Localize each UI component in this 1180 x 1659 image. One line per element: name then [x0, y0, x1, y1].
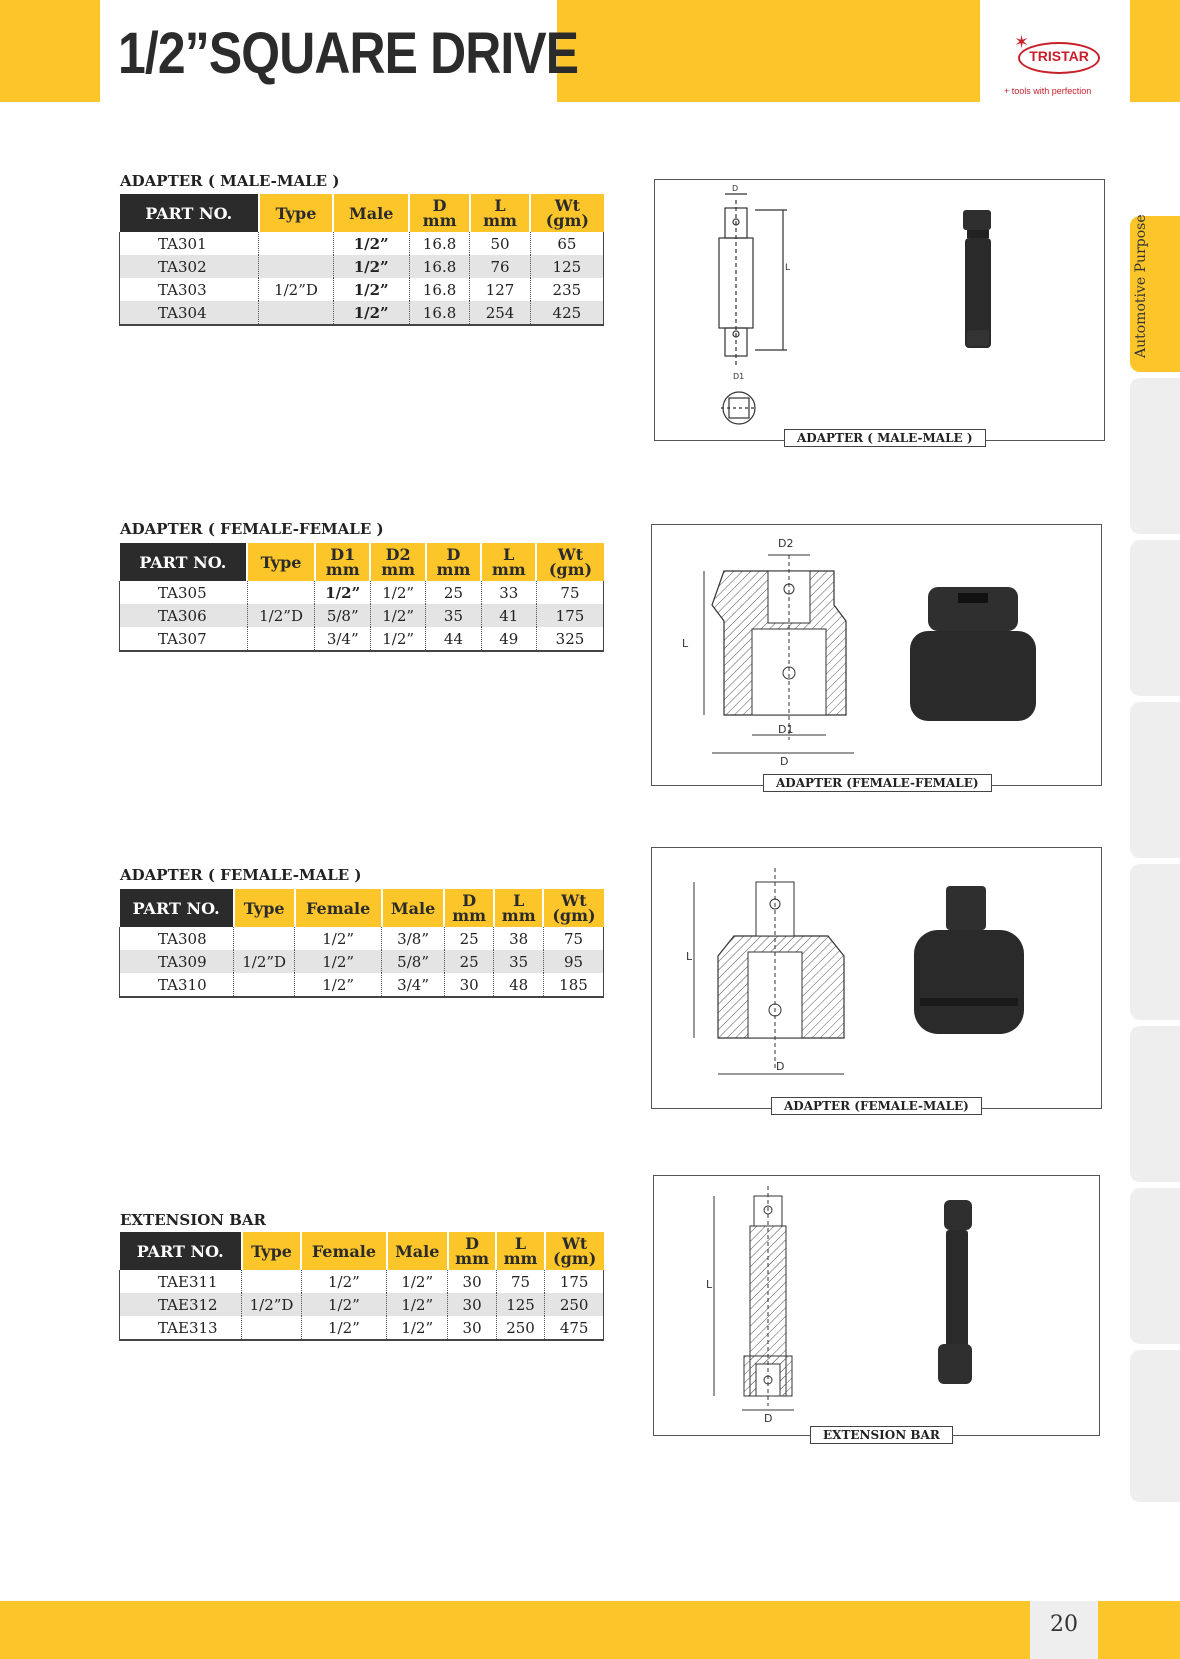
table-cell: 5/8” [315, 604, 371, 627]
table-row [120, 950, 604, 973]
table-cell [259, 232, 333, 255]
section-title-female-male: ADAPTER ( FEMALE-MALE ) [120, 866, 362, 884]
dim-label: D1 [733, 372, 745, 381]
table-cell: 25 [444, 950, 494, 973]
column-header: D1 mm [315, 543, 371, 581]
column-header: L mm [496, 1232, 544, 1270]
column-header: Male [387, 1232, 448, 1270]
table-cell: TA310 [158, 975, 207, 994]
table-cell: 1/2” [387, 1293, 448, 1316]
table-cell: TA303 [158, 280, 207, 299]
table-cell: 75 [543, 927, 603, 950]
table-row [120, 278, 604, 301]
column-header: PART NO. [120, 194, 259, 232]
column-header: Wt (gm) [530, 194, 603, 232]
column-header: Wt (gm) [536, 543, 603, 581]
side-tab-label: Automotive Purpose [1133, 214, 1149, 358]
table-cell: 1/2” [315, 581, 371, 604]
column-header: Wt (gm) [543, 889, 603, 927]
table-cell: 33 [481, 581, 536, 604]
header-bar-mid [557, 0, 980, 102]
table-cell: 38 [494, 927, 544, 950]
column-header: Type [234, 889, 295, 927]
table-row [120, 581, 604, 604]
table-cell: 76 [470, 255, 530, 278]
dim-label: D2 [778, 537, 794, 550]
column-header: Female [301, 1232, 386, 1270]
table-cell: 125 [496, 1293, 544, 1316]
column-header: PART NO. [120, 1232, 242, 1270]
column-header: Male [333, 194, 409, 232]
column-header: D mm [409, 194, 469, 232]
table-cell [234, 927, 295, 950]
page-number: 20 [1050, 1612, 1078, 1637]
table-cell: 30 [448, 1293, 496, 1316]
spec-table-male-male [119, 194, 604, 326]
table-cell: 3/8” [382, 927, 445, 950]
side-tab[interactable] [1130, 702, 1180, 858]
table-cell: TA304 [120, 301, 259, 325]
table-cell: 3/4” [382, 973, 445, 997]
image-box-female-female [651, 524, 1102, 786]
tristar-logo [1000, 28, 1110, 100]
side-tab[interactable] [1130, 540, 1180, 696]
header-bar-left [0, 0, 100, 102]
image-box-male-male [654, 179, 1105, 441]
spec-table-extension-bar [119, 1232, 604, 1341]
table-cell: 1/2” [387, 1316, 448, 1340]
table-cell: 1/2” [333, 255, 409, 278]
table-cell: 25 [444, 927, 494, 950]
column-header: L mm [494, 889, 544, 927]
table-cell: 425 [530, 301, 603, 325]
table-cell: TA301 [158, 234, 207, 253]
table-row [120, 1316, 604, 1340]
table-row [120, 1270, 604, 1293]
table-row [120, 232, 604, 255]
product-photo-female-male [914, 886, 1024, 1034]
column-header: D2 mm [370, 543, 425, 581]
table-cell: 30 [448, 1270, 496, 1293]
dim-label: D [732, 184, 739, 193]
table-cell: TA305 [158, 583, 207, 602]
table-cell: TAE313 [158, 1318, 218, 1337]
section-title-extension-bar: EXTENSION BAR [120, 1211, 267, 1229]
diagram-female-male [652, 848, 1101, 1108]
table-cell: TA307 [158, 629, 207, 648]
table-cell: 25 [426, 581, 481, 604]
dim-label: D [780, 755, 789, 768]
table-cell: 185 [543, 973, 603, 997]
table-cell: 1/2” [295, 927, 382, 950]
dim-label: D [764, 1412, 773, 1425]
table-cell: 16.8 [409, 278, 469, 301]
section-title-male-male: ADAPTER ( MALE-MALE ) [120, 172, 340, 190]
column-header: PART NO. [120, 889, 234, 927]
logo-name: TRISTAR [1029, 48, 1089, 64]
table-cell: TA306 [120, 604, 248, 627]
product-photo-extension-bar [938, 1200, 972, 1384]
table-row [120, 927, 604, 950]
table-cell: 48 [494, 973, 544, 997]
column-header: Wt (gm) [545, 1232, 604, 1270]
table-cell: 235 [530, 278, 603, 301]
table-cell [259, 301, 333, 325]
table-cell: TAE311 [158, 1272, 218, 1291]
column-header: Type [247, 543, 315, 581]
column-header: Type [259, 194, 333, 232]
caption-female-female: ADAPTER (FEMALE-FEMALE) [763, 774, 992, 792]
footer-bar [0, 1601, 1180, 1659]
image-box-extension-bar [653, 1175, 1100, 1436]
table-cell: TA308 [158, 929, 207, 948]
table-cell: 75 [536, 581, 603, 604]
table-cell: 1/2” [370, 627, 425, 651]
table-cell: 1/2” [295, 973, 382, 997]
dim-label: D [776, 1060, 785, 1073]
side-tab[interactable] [1130, 864, 1180, 1020]
diagram-female-female [652, 525, 1101, 785]
table-cell: 325 [536, 627, 603, 651]
table-cell: 95 [543, 950, 603, 973]
header-bar-right [1130, 0, 1180, 102]
caption-extension-bar: EXTENSION BAR [810, 1426, 953, 1444]
side-tab[interactable] [1130, 1188, 1180, 1344]
table-cell: 65 [530, 232, 603, 255]
table-cell: TA309 [120, 950, 234, 973]
table-row [120, 301, 604, 325]
table-cell: 1/2” [301, 1270, 386, 1293]
side-tab[interactable] [1130, 1350, 1180, 1502]
table-cell: 35 [494, 950, 544, 973]
table-cell: 41 [481, 604, 536, 627]
dim-label: D1 [778, 723, 794, 736]
table-cell [242, 1270, 301, 1293]
table-cell: 1/2”D [234, 950, 295, 973]
table-cell [234, 973, 295, 997]
column-header: PART NO. [120, 543, 248, 581]
table-cell: 75 [496, 1270, 544, 1293]
table-cell: TA302 [120, 255, 259, 278]
table-cell: 44 [426, 627, 481, 651]
column-header: D mm [448, 1232, 496, 1270]
dim-label: L [706, 1278, 713, 1291]
diagram-extension-bar [654, 1176, 1099, 1435]
product-photo-male-male [963, 210, 991, 348]
column-header: Male [382, 889, 445, 927]
column-header: Female [295, 889, 382, 927]
column-header: D mm [444, 889, 494, 927]
table-row [120, 973, 604, 997]
table-cell: 1/2” [333, 278, 409, 301]
table-cell [242, 1316, 301, 1340]
table-cell: 1/2”D [242, 1293, 301, 1316]
table-cell [259, 255, 333, 278]
logo-tagline: + tools with perfection [1004, 86, 1092, 96]
star-icon: ✶ [1014, 32, 1030, 53]
dim-label: L [682, 637, 689, 650]
table-cell: 1/2” [301, 1316, 386, 1340]
dim-label: L [785, 263, 791, 273]
table-cell: 254 [470, 301, 530, 325]
table-row [120, 627, 604, 651]
side-tab[interactable] [1130, 378, 1180, 534]
column-header: L mm [470, 194, 530, 232]
table-cell: 30 [448, 1316, 496, 1340]
section-title-female-female: ADAPTER ( FEMALE-FEMALE ) [120, 520, 384, 538]
table-cell: 1/2” [370, 604, 425, 627]
table-cell: TAE312 [120, 1293, 242, 1316]
table-cell: 250 [545, 1293, 604, 1316]
spec-table-female-female [119, 543, 604, 652]
table-cell: 1/2” [301, 1293, 386, 1316]
side-tab[interactable] [1130, 1026, 1180, 1182]
table-cell: 175 [545, 1270, 604, 1293]
table-cell: 5/8” [382, 950, 445, 973]
table-cell: 175 [536, 604, 603, 627]
dim-label: L [686, 950, 693, 963]
diagram-male-male [655, 180, 1104, 440]
table-cell: 475 [545, 1316, 604, 1340]
table-cell: 1/2” [333, 301, 409, 325]
table-row [120, 604, 604, 627]
table-row [120, 1293, 604, 1316]
caption-male-male: ADAPTER ( MALE-MALE ) [784, 429, 986, 447]
table-cell: 127 [470, 278, 530, 301]
table-cell: 35 [426, 604, 481, 627]
table-cell: 1/2” [387, 1270, 448, 1293]
table-cell: 1/2” [333, 232, 409, 255]
table-cell: 250 [496, 1316, 544, 1340]
caption-female-male: ADAPTER (FEMALE-MALE) [771, 1097, 982, 1115]
table-cell [247, 627, 315, 651]
column-header: D mm [426, 543, 481, 581]
table-cell: 1/2”D [247, 604, 315, 627]
table-cell: 30 [444, 973, 494, 997]
table-cell: 1/2”D [259, 278, 333, 301]
column-header: Type [242, 1232, 301, 1270]
image-box-female-male [651, 847, 1102, 1109]
table-cell: 50 [470, 232, 530, 255]
table-cell: 16.8 [409, 255, 469, 278]
spec-table-female-male [119, 889, 604, 998]
table-cell [247, 581, 315, 604]
table-row [120, 255, 604, 278]
table-cell: 125 [530, 255, 603, 278]
page-title: 1/2”SQUARE DRIVE [118, 21, 579, 86]
table-cell: 3/4” [315, 627, 371, 651]
table-cell: 16.8 [409, 301, 469, 325]
column-header: L mm [481, 543, 536, 581]
table-cell: 1/2” [370, 581, 425, 604]
table-cell: 1/2” [295, 950, 382, 973]
table-cell: 16.8 [409, 232, 469, 255]
table-cell: 49 [481, 627, 536, 651]
product-photo-female-female [910, 587, 1036, 721]
